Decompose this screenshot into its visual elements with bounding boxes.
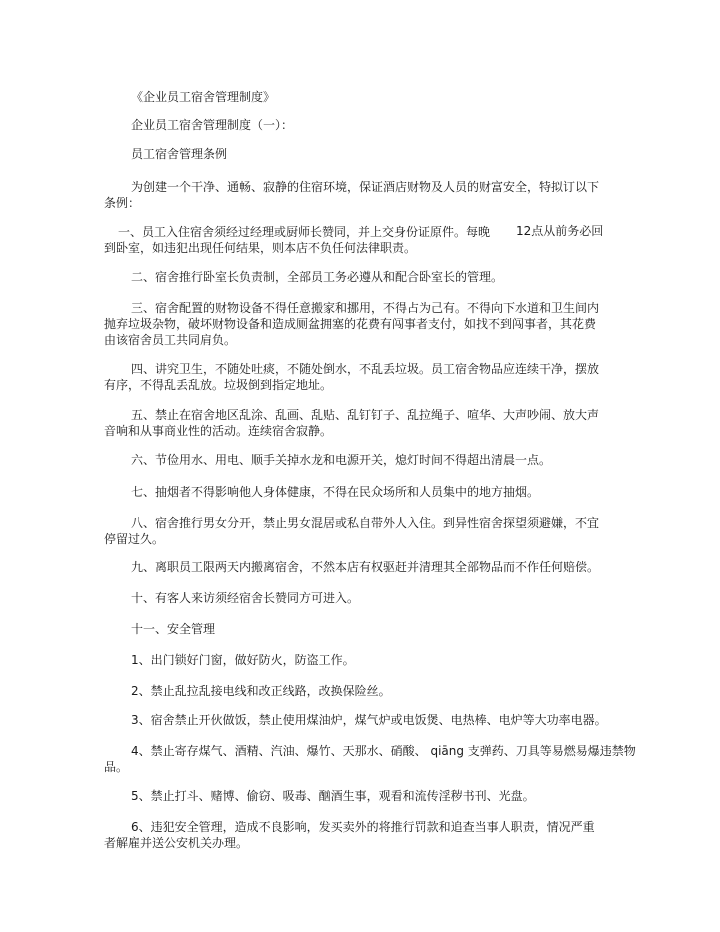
item-9: 九、离职员工限两天内搬离宿舍，不然本店有权驱赶并清理其全部物品而不作任何赔偿。	[131, 560, 600, 574]
item-1-line-1: 一、员工入住宿舍须经过经理或厨师长赞同，并上交身份证原件。每晚	[118, 225, 491, 239]
item-1-line-2: 到卧室，如违犯出现任何结果，则本店不负任何法律职责。	[104, 241, 417, 255]
sub-item-4-line-2: 品。	[104, 760, 129, 774]
sub-item-5: 5、禁止打斗、赌博、偷窃、吸毒、酗酒生事，观看和流传淫秽书刊、光盘。	[131, 789, 535, 803]
sub-item-6-line-1: 6、违犯安全管理，造成不良影响，发买卖外的将推行罚款和追查当事人职责，情况严重	[131, 820, 595, 834]
item-4-line-1: 四、讲究卫生，不随处吐痰，不随处倒水，不乱丢垃圾。员工宿舍物品应连续干净，摆放	[131, 362, 600, 376]
sub-item-2: 2、禁止乱拉乱接电线和改正线路，改换保险丝。	[131, 684, 391, 698]
item-3-line-2: 抛弃垃圾杂物，破坏财物设备和造成厕盆拥塞的花费有闯事者支付，如找不到闯事者，其花费	[104, 317, 597, 331]
section-heading: 员工宿舍管理条例	[131, 147, 228, 161]
sub-item-6-line-2: 者解雇并送公安机关办理。	[104, 836, 249, 850]
sub-item-4-line-1: 4、禁止寄存煤气、酒精、汽油、爆竹、天那水、硝酸、 qiāng 支弹药、刀具等易燃易爆违禁物	[131, 744, 636, 758]
item-5-line-1: 五、禁止在宿舍地区乱涂、乱画、乱贴、乱钉钉子、乱拉绳子、喧华、大声吵闹、放大声	[131, 408, 600, 422]
intro-line-2: 条例：	[104, 196, 141, 210]
document-subtitle: 企业员工宿舍管理制度（一）：	[131, 118, 294, 132]
item-6: 六、节俭用水、用电、顺手关掉水龙和电源开关，熄灯时间不得超出清晨一点。	[131, 453, 552, 467]
sub-item-1: 1、出门锁好门窗，做好防火，防盗工作。	[131, 653, 355, 667]
item-11-heading: 十一、安全管理	[131, 622, 216, 636]
item-3-line-1: 三、宿舍配置的财物设备不得任意搬家和挪用，不得占为己有。不得向下水道和卫生间内	[131, 301, 600, 315]
item-8-line-1: 八、宿舍推行男女分开，禁止男女混居或私自带外人入住。到异性宿舍探望须避嫌，不宜	[131, 516, 600, 530]
item-3-line-3: 由该宿舍员工共同肩负。	[104, 333, 237, 347]
item-2: 二、宿舍推行卧室长负责制，全部员工务必遵从和配合卧室长的管理。	[131, 270, 504, 284]
sub-item-3: 3、宿舍禁止开伙做饭，禁止使用煤油炉，煤气炉或电饭煲、电热棒、电炉等大功率电器。	[131, 713, 607, 727]
item-4-line-2: 有序，不得乱丢乱放。垃圾倒到指定地址。	[104, 378, 333, 392]
item-7: 七、抽烟者不得影响他人身体健康，不得在民众场所和人员集中的地方抽烟。	[131, 485, 540, 499]
item-5-line-2: 音响和从事商业性的活动。连续宿舍寂静。	[104, 424, 333, 438]
intro-line-1: 为创建一个干净、通畅、寂静的住宿环境，保证酒店财物及人员的财富安全，特拟订以下	[131, 180, 600, 194]
document-title: 《企业员工宿舍管理制度》	[131, 90, 276, 104]
item-8-line-2: 停留过久。	[104, 532, 165, 546]
item-10: 十、有客人来访须经宿舍长赞同方可进入。	[131, 591, 360, 605]
item-1-aside: 12点从前务必回	[516, 224, 604, 238]
